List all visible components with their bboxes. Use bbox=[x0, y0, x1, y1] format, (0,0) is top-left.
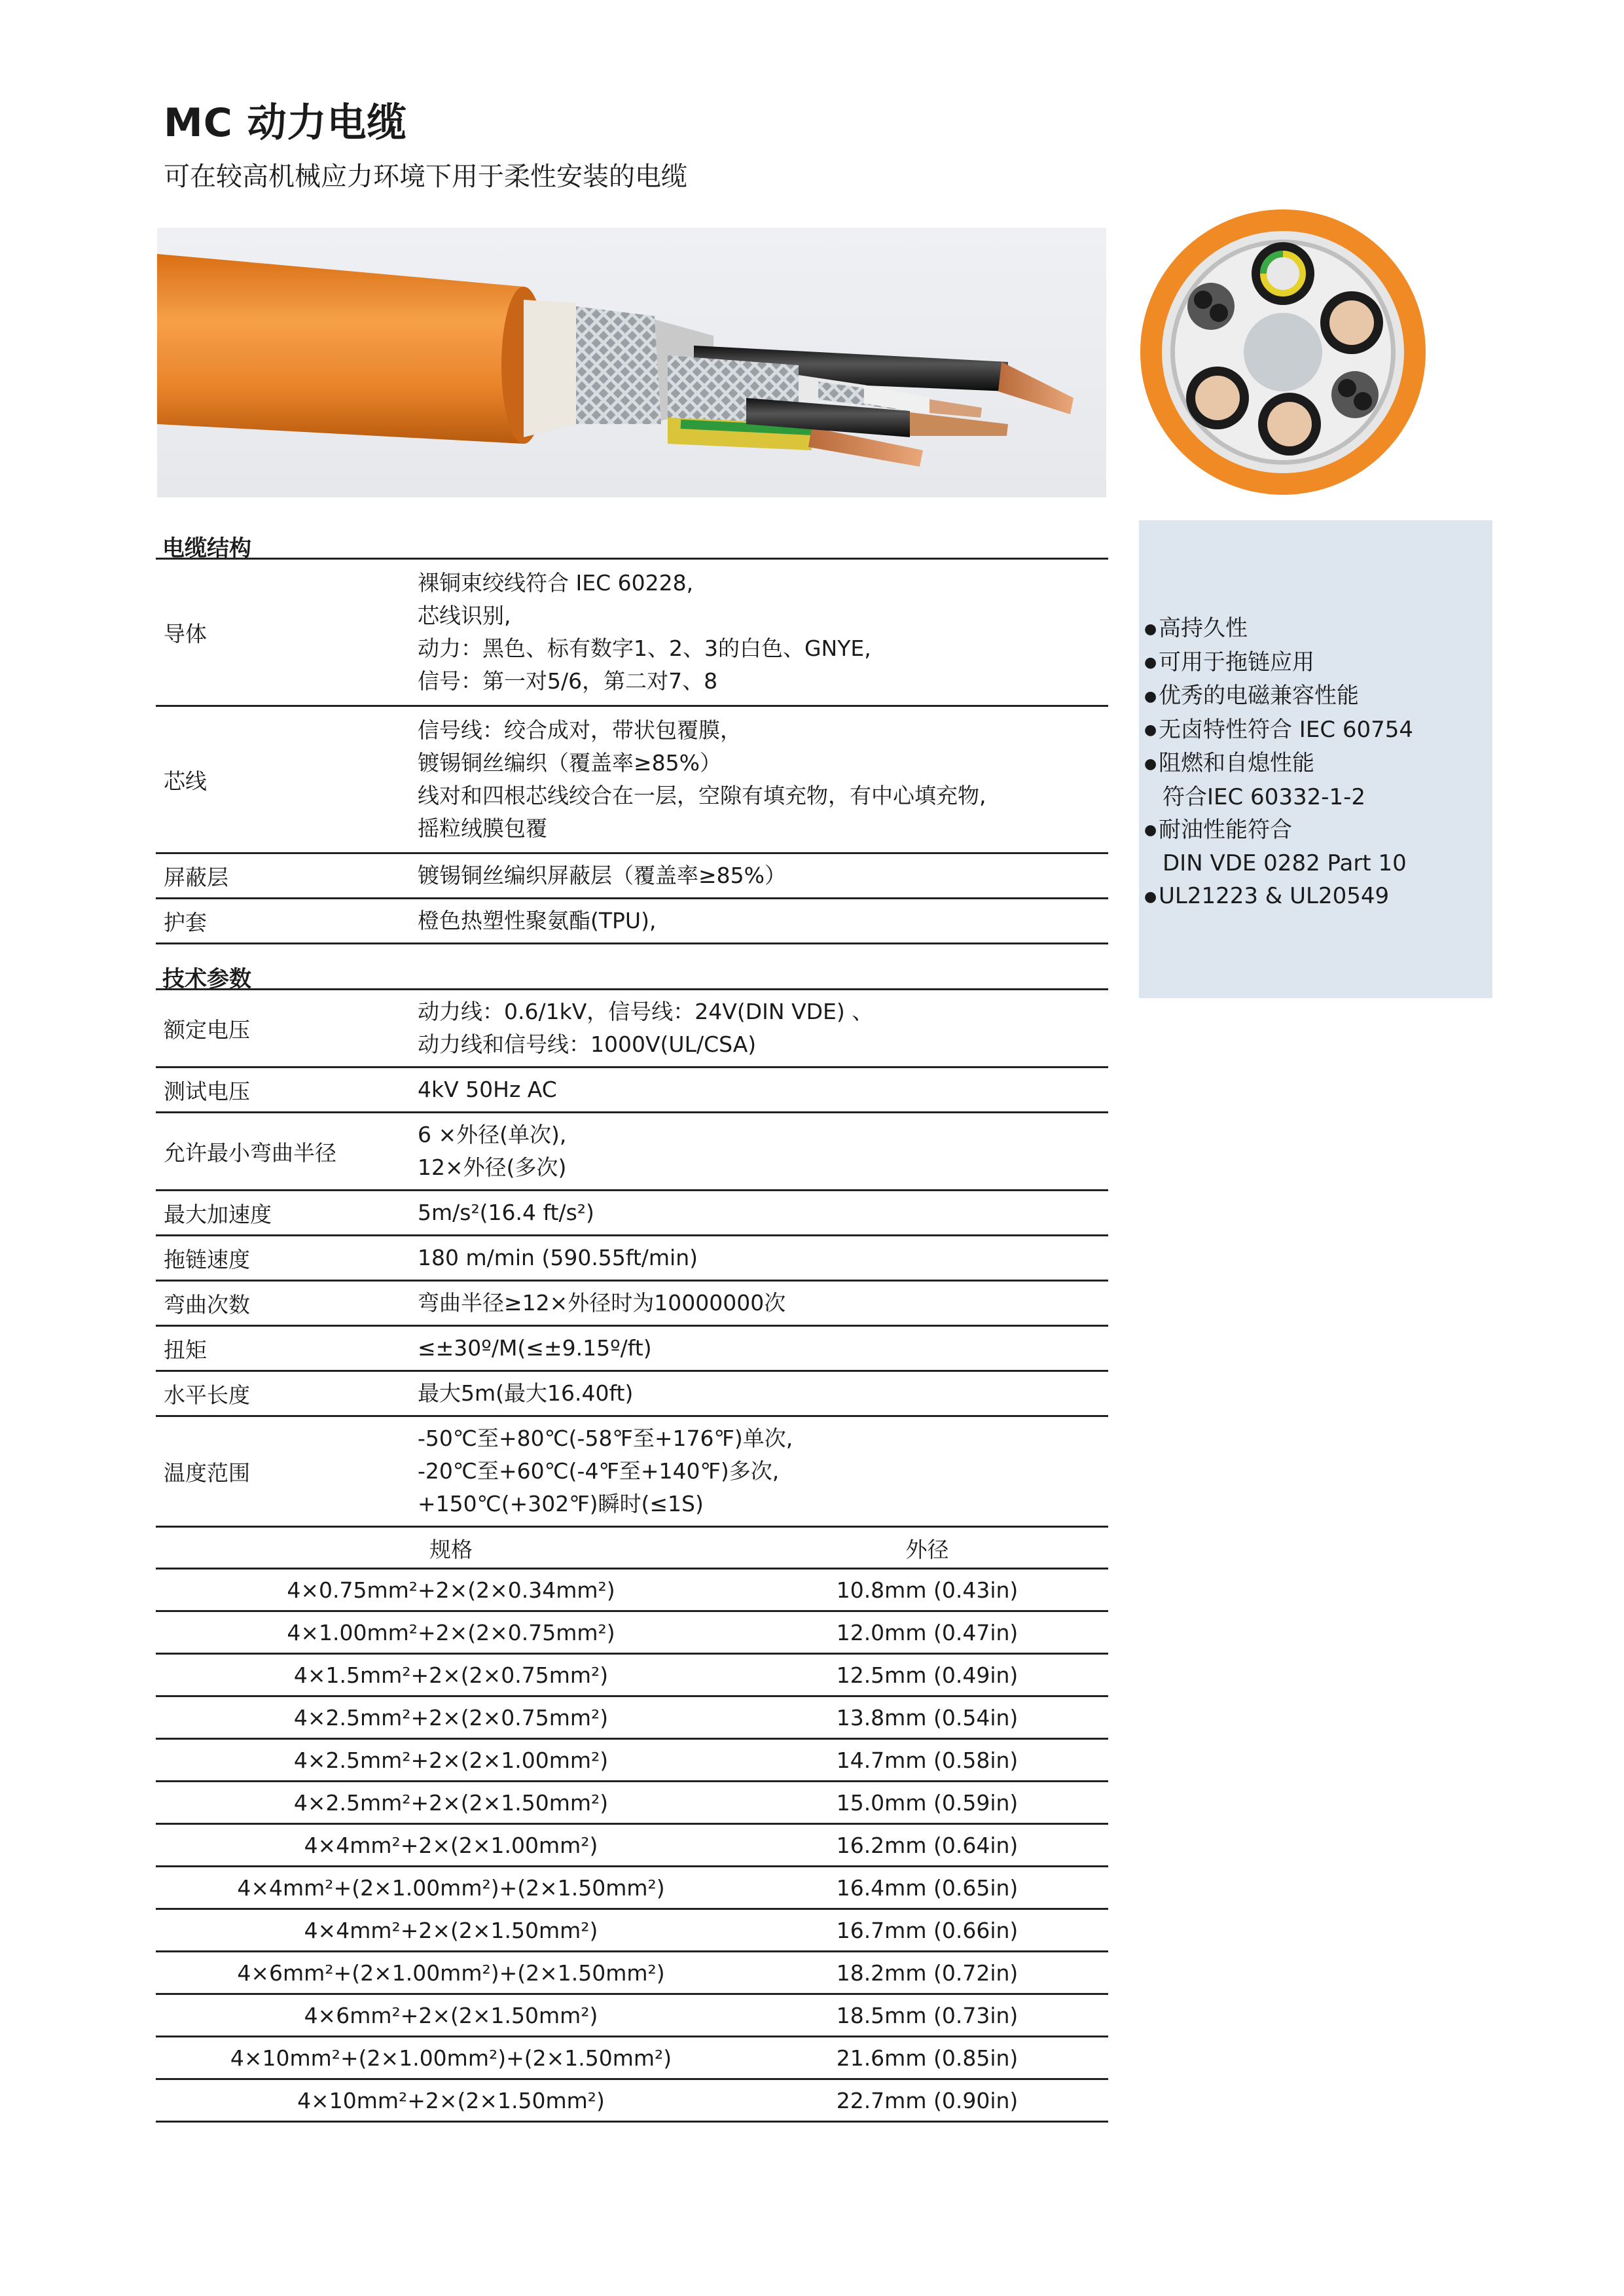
spec-column-header: 规格 bbox=[156, 1528, 746, 1569]
diameter-cell: 12.0mm (0.47in) bbox=[746, 1611, 1108, 1654]
diameter-cell: 16.4mm (0.65in) bbox=[746, 1867, 1108, 1909]
feature-text: 高持久性 bbox=[1159, 615, 1248, 641]
construction-table bbox=[156, 558, 1108, 944]
spec-label: 屏蔽层 bbox=[156, 853, 418, 899]
table-row bbox=[156, 1867, 1108, 1909]
table-row bbox=[156, 1611, 1108, 1654]
sizes-table bbox=[156, 1528, 1108, 2123]
spec-value-line: 5m/s²(16.4 ft/s²) bbox=[418, 1200, 594, 1225]
diameter-cell: 18.5mm (0.73in) bbox=[746, 1994, 1108, 2037]
feature-list bbox=[1144, 612, 1413, 914]
spec-row bbox=[156, 1067, 1108, 1113]
spec-cell: 4×1.00mm²+2×(2×0.75mm²) bbox=[156, 1611, 746, 1654]
table-row bbox=[156, 1909, 1108, 1952]
spec-value bbox=[418, 1416, 1108, 1527]
spec-value-line: -50℃至+80℃(-58℉至+176℉)单次, bbox=[418, 1426, 793, 1451]
spec-value-line: 6 ×外径(单次), bbox=[418, 1122, 567, 1147]
page-subtitle: 可在较高机械应力环境下用于柔性安装的电缆 bbox=[164, 162, 687, 192]
spec-value-line: 橙色热塑性聚氨酯(TPU), bbox=[418, 908, 657, 933]
spec-value-line: 弯曲半径≥12×外径时为10000000次 bbox=[418, 1290, 786, 1316]
feature-item bbox=[1144, 612, 1413, 646]
spec-row bbox=[156, 1113, 1108, 1191]
spec-value bbox=[418, 899, 1108, 944]
bullet-icon: ● bbox=[1144, 822, 1157, 838]
table-row bbox=[156, 1696, 1108, 1739]
spec-cell: 4×2.5mm²+2×(2×0.75mm²) bbox=[156, 1696, 746, 1739]
table-row bbox=[156, 1952, 1108, 1994]
table-row bbox=[156, 2079, 1108, 2122]
spec-cell: 4×10mm²+2×(2×1.50mm²) bbox=[156, 2079, 746, 2122]
spec-cell: 4×2.5mm²+2×(2×1.00mm²) bbox=[156, 1739, 746, 1782]
feature-item bbox=[1144, 781, 1413, 814]
feature-item bbox=[1144, 880, 1413, 914]
sizes-header-row bbox=[156, 1528, 1108, 1569]
spec-label: 水平长度 bbox=[156, 1371, 418, 1416]
spec-label: 额定电压 bbox=[156, 990, 418, 1067]
spec-cell: 4×0.75mm²+2×(2×0.34mm²) bbox=[156, 1569, 746, 1611]
spec-row bbox=[156, 706, 1108, 853]
feature-text: 耐油性能符合 bbox=[1159, 816, 1292, 843]
diameter-cell: 10.8mm (0.43in) bbox=[746, 1569, 1108, 1611]
table-row bbox=[156, 1739, 1108, 1782]
technical-table bbox=[156, 988, 1108, 1528]
spec-cell: 4×6mm²+2×(2×1.50mm²) bbox=[156, 1994, 746, 2037]
spec-row bbox=[156, 1281, 1108, 1326]
spec-value-line: 动力线和信号线：1000V(UL/CSA) bbox=[418, 1031, 757, 1057]
table-row bbox=[156, 1654, 1108, 1696]
feature-text: 符合IEC 60332-1-2 bbox=[1163, 783, 1366, 810]
spec-cell: 4×1.5mm²+2×(2×0.75mm²) bbox=[156, 1654, 746, 1696]
feature-item bbox=[1144, 847, 1413, 880]
table-row bbox=[156, 1994, 1108, 2037]
spec-row bbox=[156, 990, 1108, 1067]
spec-row bbox=[156, 853, 1108, 899]
construction-heading: 电缆结构 bbox=[162, 535, 251, 562]
feature-text: 可用于拖链应用 bbox=[1159, 649, 1314, 675]
spec-row bbox=[156, 1236, 1108, 1281]
diameter-cell: 16.2mm (0.64in) bbox=[746, 1824, 1108, 1867]
spec-label: 允许最小弯曲半径 bbox=[156, 1113, 418, 1191]
feature-text: UL21223 & UL20549 bbox=[1159, 883, 1390, 909]
cable-cross-section bbox=[1139, 208, 1427, 496]
spec-value-line: 摇粒绒膜包覆 bbox=[418, 816, 547, 841]
spec-value bbox=[418, 559, 1108, 706]
bullet-icon: ● bbox=[1144, 688, 1157, 705]
spec-value bbox=[418, 1326, 1108, 1371]
spec-value bbox=[418, 1191, 1108, 1236]
feature-text: DIN VDE 0282 Part 10 bbox=[1163, 850, 1407, 876]
spec-value bbox=[418, 1236, 1108, 1281]
spec-value-line: -20℃至+60℃(-4℉至+140℉)多次, bbox=[418, 1458, 780, 1484]
bullet-icon: ● bbox=[1144, 755, 1157, 772]
spec-value-line: 镀锡铜丝编织（覆盖率≥85%） bbox=[418, 750, 721, 776]
spec-value-line: ≤±30º/M(≤±9.15º/ft) bbox=[418, 1335, 652, 1361]
bullet-icon: ● bbox=[1144, 620, 1157, 637]
spec-cell: 4×6mm²+(2×1.00mm²)+(2×1.50mm²) bbox=[156, 1952, 746, 1994]
bullet-icon: ● bbox=[1144, 655, 1157, 671]
spec-value-line: 芯线识别, bbox=[418, 603, 511, 628]
spec-value-line: 最大5m(最大16.40ft) bbox=[418, 1380, 634, 1406]
spec-value-line: 12×外径(多次) bbox=[418, 1155, 567, 1180]
spec-value bbox=[418, 706, 1108, 853]
spec-value-line: 动力：黑色、标有数字1、2、3的白色、GNYE, bbox=[418, 636, 871, 661]
spec-row bbox=[156, 1191, 1108, 1236]
spec-value bbox=[418, 990, 1108, 1067]
spec-label: 导体 bbox=[156, 559, 418, 706]
diameter-cell: 18.2mm (0.72in) bbox=[746, 1952, 1108, 1994]
spec-label: 扭矩 bbox=[156, 1326, 418, 1371]
diameter-cell: 15.0mm (0.59in) bbox=[746, 1782, 1108, 1824]
table-row bbox=[156, 1824, 1108, 1867]
spec-value-line: 镀锡铜丝编织屏蔽层（覆盖率≥85%） bbox=[418, 863, 786, 888]
feature-text: 无卤特性符合 IEC 60754 bbox=[1159, 716, 1414, 743]
spec-label: 护套 bbox=[156, 899, 418, 944]
cable-photo bbox=[157, 228, 1106, 497]
spec-value-line: 信号：第一对5/6，第二对7、8 bbox=[418, 668, 718, 694]
diameter-cell: 22.7mm (0.90in) bbox=[746, 2079, 1108, 2122]
spec-row bbox=[156, 1416, 1108, 1527]
spec-row bbox=[156, 1326, 1108, 1371]
spec-value-line: 信号线：绞合成对，带状包覆膜， bbox=[418, 717, 742, 743]
diameter-cell: 13.8mm (0.54in) bbox=[746, 1696, 1108, 1739]
table-row bbox=[156, 1569, 1108, 1611]
page-title: MC 动力电缆 bbox=[164, 100, 407, 146]
spec-value-line: 4kV 50Hz AC bbox=[418, 1077, 557, 1102]
feature-item bbox=[1144, 679, 1413, 713]
spec-value bbox=[418, 1371, 1108, 1416]
spec-row bbox=[156, 1371, 1108, 1416]
diameter-cell: 12.5mm (0.49in) bbox=[746, 1654, 1108, 1696]
spec-cell: 4×4mm²+(2×1.00mm²)+(2×1.50mm²) bbox=[156, 1867, 746, 1909]
table-row bbox=[156, 2037, 1108, 2079]
spec-cell: 4×2.5mm²+2×(2×1.50mm²) bbox=[156, 1782, 746, 1824]
spec-value-line: 动力线：0.6/1kV，信号线：24V(DIN VDE) 、 bbox=[418, 999, 874, 1024]
spec-cell: 4×4mm²+2×(2×1.50mm²) bbox=[156, 1909, 746, 1952]
bullet-icon: ● bbox=[1144, 722, 1157, 738]
spec-value bbox=[418, 1067, 1108, 1113]
spec-label: 最大加速度 bbox=[156, 1191, 418, 1236]
spec-value-line: 180 m/min (590.55ft/min) bbox=[418, 1245, 698, 1270]
bullet-icon: ● bbox=[1144, 888, 1157, 905]
feature-text: 阻燃和自熄性能 bbox=[1159, 750, 1314, 776]
spec-value-line: 裸铜束绞线符合 IEC 60228, bbox=[418, 570, 694, 596]
spec-value-line: 线对和四根芯线绞合在一层，空隙有填充物，有中心填充物, bbox=[418, 783, 986, 808]
spec-label: 弯曲次数 bbox=[156, 1281, 418, 1326]
features-panel bbox=[1139, 520, 1492, 998]
feature-text: 优秀的电磁兼容性能 bbox=[1159, 683, 1359, 709]
feature-item bbox=[1144, 814, 1413, 848]
spec-value bbox=[418, 1281, 1108, 1326]
technical-heading: 技术参数 bbox=[162, 966, 251, 992]
spec-row bbox=[156, 899, 1108, 944]
spec-label: 温度范围 bbox=[156, 1416, 418, 1527]
feature-item bbox=[1144, 747, 1413, 781]
diameter-cell: 16.7mm (0.66in) bbox=[746, 1909, 1108, 1952]
spec-label: 测试电压 bbox=[156, 1067, 418, 1113]
table-row bbox=[156, 1782, 1108, 1824]
feature-item bbox=[1144, 646, 1413, 680]
spec-label: 芯线 bbox=[156, 706, 418, 853]
spec-cell: 4×10mm²+(2×1.00mm²)+(2×1.50mm²) bbox=[156, 2037, 746, 2079]
spec-label: 拖链速度 bbox=[156, 1236, 418, 1281]
diameter-cell: 14.7mm (0.58in) bbox=[746, 1739, 1108, 1782]
feature-item bbox=[1144, 713, 1413, 747]
diameter-cell: 21.6mm (0.85in) bbox=[746, 2037, 1108, 2079]
diameter-column-header: 外径 bbox=[746, 1528, 1108, 1569]
spec-row bbox=[156, 559, 1108, 706]
spec-cell: 4×4mm²+2×(2×1.00mm²) bbox=[156, 1824, 746, 1867]
spec-value bbox=[418, 1113, 1108, 1191]
spec-value-line: +150℃(+302℉)瞬时(≤1S) bbox=[418, 1491, 704, 1516]
spec-value bbox=[418, 853, 1108, 899]
